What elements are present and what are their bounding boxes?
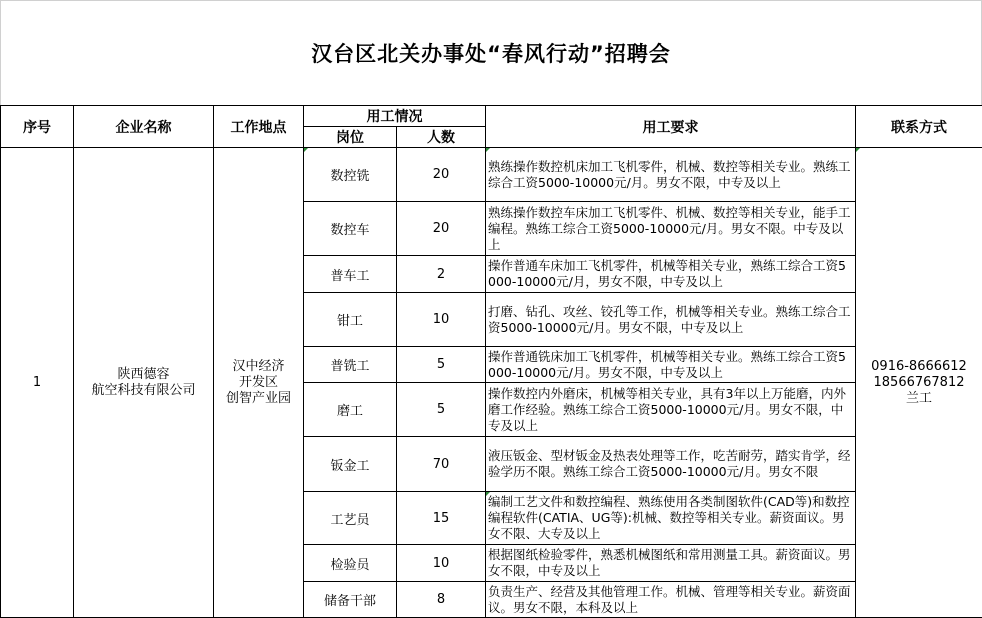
location-line: 汉中经济 — [214, 359, 303, 375]
cell-requirement: 熟练操作数控机床加工飞机零件，机械、数控等相关专业。熟练工综合工资5000-10000元/月。男女不限，中专及以上 — [486, 148, 856, 202]
cell-seq: 1 — [1, 148, 74, 618]
header-position: 岗位 — [304, 127, 397, 148]
contact-phone: 0916-8666612 — [856, 359, 982, 375]
contact-mobile: 18566767812 — [856, 375, 982, 391]
header-employment: 用工情况 — [304, 106, 486, 127]
company-line: 航空科技有限公司 — [74, 383, 213, 399]
cell-requirement: 操作数控内外磨床，机械等相关专业，具有3年以上万能磨，内外磨工作经验。熟练工综合工资5000-10000元/月。男女不限，中专及以上 — [486, 383, 856, 437]
cell-company — [74, 148, 214, 618]
cell-requirement: 操作普通铣床加工飞机零件，机械等相关专业。熟练工综合工资5000-10000元/月。男女不限，中专及以上 — [486, 347, 856, 383]
page-title: 汉台区北关办事处“春风行动”招聘会 — [0, 0, 982, 105]
cell-requirement: 根据图纸检验零件，熟悉机械图纸和常用测量工具。薪资面议。男女不限，中专及以上 — [486, 545, 856, 582]
cell-count: 20 — [397, 202, 486, 256]
header-location: 工作地点 — [214, 106, 304, 148]
cell-location — [214, 148, 304, 618]
cell-position: 普铣工 — [304, 347, 397, 383]
location-line: 创智产业园 — [214, 391, 303, 407]
contact-person: 兰工 — [856, 391, 982, 407]
header-requirements: 用工要求 — [486, 106, 856, 148]
cell-position: 检验员 — [304, 545, 397, 582]
location-line: 开发区 — [214, 375, 303, 391]
cell-position: 数控车 — [304, 202, 397, 256]
header-seq: 序号 — [1, 106, 74, 148]
cell-count: 70 — [397, 437, 486, 492]
cell-requirement: 液压钣金、型材钣金及热表处理等工作，吃苦耐劳，踏实肯学，经验学历不限。熟练工综合工资5000-10000元/月。男女不限 — [486, 437, 856, 492]
cell-position: 数控铣 — [304, 148, 397, 202]
header-company: 企业名称 — [74, 106, 214, 148]
cell-position: 普车工 — [304, 256, 397, 293]
cell-count: 10 — [397, 545, 486, 582]
cell-requirement: 负责生产、经营及其他管理工作。机械、管理等相关专业。薪资面议。男女不限，本科及以上 — [486, 582, 856, 618]
cell-position: 钣金工 — [304, 437, 397, 492]
cell-requirement: 熟练操作数控车床加工飞机零件、机械、数控等相关专业，能手工编程。熟练工综合工资5000-10000元/月。男女不限。中专及以上 — [486, 202, 856, 256]
cell-position: 工艺员 — [304, 492, 397, 545]
cell-requirement: 打磨、钻孔、攻丝、铰孔等工作，机械等相关专业。熟练工综合工资5000-10000元/月。男女不限，中专及以上 — [486, 293, 856, 347]
company-line: 陕西德容 — [74, 367, 213, 383]
cell-count: 20 — [397, 148, 486, 202]
cell-position: 储备干部 — [304, 582, 397, 618]
cell-count: 2 — [397, 256, 486, 293]
cell-contact — [856, 148, 982, 618]
header-count: 人数 — [397, 127, 486, 148]
cell-count: 5 — [397, 383, 486, 437]
table-row — [1, 148, 982, 202]
cell-requirement: 操作普通车床加工飞机零件，机械等相关专业，熟练工综合工资5000-10000元/月，男女不限，中专及以上 — [486, 256, 856, 293]
cell-count: 15 — [397, 492, 486, 545]
header-contact: 联系方式 — [856, 106, 982, 148]
recruitment-table — [0, 105, 982, 618]
cell-count: 10 — [397, 293, 486, 347]
cell-position: 钳工 — [304, 293, 397, 347]
header-row-1 — [1, 106, 982, 127]
cell-count: 5 — [397, 347, 486, 383]
cell-count: 8 — [397, 582, 486, 618]
cell-requirement: 编制工艺文件和数控编程、熟练使用各类制图软件(CAD等)和数控编程软件(CATIA、UG等):机械、数控等相关专业。薪资面议。男女不限、大专及以上 — [486, 492, 856, 545]
cell-position: 磨工 — [304, 383, 397, 437]
